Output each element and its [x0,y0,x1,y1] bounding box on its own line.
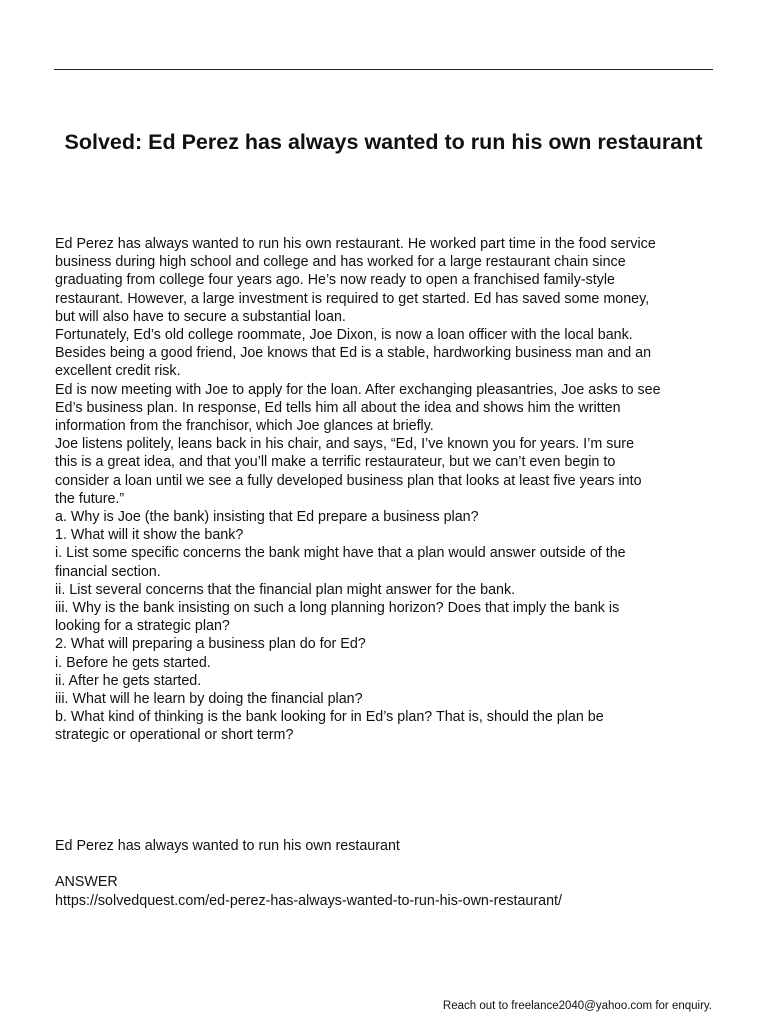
body-line: b. What kind of thinking is the bank looking for in Ed’s plan? That is, should the plan be [55,709,604,726]
body-line: Fortunately, Ed’s old college roommate, Joe Dixon, is now a loan officer with the local bank. [55,327,633,344]
body-line: Besides being a good friend, Joe knows that Ed is a stable, hardworking business man and an [55,345,652,362]
body-line: 2. What will preparing a business plan do for Ed? [55,636,366,653]
question-body [55,235,720,745]
body-line: but will also have to secure a substantial loan. [55,308,346,325]
body-line: this is a great idea, and that you’ll make a terrific restaurateur, but we can’t even begin to [55,454,616,471]
body-line: ii. After he gets started. [55,672,202,689]
answer-link[interactable]: https://solvedquest.com/ed-perez-has-always-wanted-to-run-his-own-restaurant/ [55,892,562,909]
body-line: excellent credit risk. [55,363,181,380]
body-line: i. List some specific concerns the bank might have that a plan would answer outside of the [55,545,626,562]
body-line: restaurant. However, a large investment is required to get started. Ed has saved some money, [55,290,650,307]
body-line: Joe listens politely, leans back in his chair, and says, “Ed, I’ve known you for years. I’m sure [55,436,635,453]
body-line: financial section. [55,563,161,580]
page-title: Solved: Ed Perez has always wanted to run his own restaurant [64,130,703,154]
answer-section [55,837,720,910]
body-line: Ed is now meeting with Joe to apply for the loan. After exchanging pleasantries, Joe asks to see [55,381,661,398]
body-line: business during high school and college and has worked for a large restaurant chain since [55,254,626,271]
body-line: ii. List several concerns that the financial plan might answer for the bank. [55,581,516,598]
body-line: looking for a strategic plan? [55,618,230,635]
answer-subject: Ed Perez has always wanted to run his own restaurant [55,838,400,854]
answer-label: ANSWER [55,874,118,891]
body-line: iii. Why is the bank insisting on such a long planning horizon? Does that imply the bank is [55,600,620,617]
body-line: i. Before he gets started. [55,654,211,671]
body-line: 1. What will it show the bank? [55,527,244,544]
body-line: Ed Perez has always wanted to run his own restaurant. He worked part time in the food service [55,236,656,252]
answer-spacer [55,855,720,873]
enquiry-note: Reach out to freelance2040@yahoo.com for enquiry. [442,1000,712,1012]
body-line: Ed’s business plan. In response, Ed tells him all about the idea and shows him the written [55,399,621,416]
body-line: a. Why is Joe (the bank) insisting that Ed prepare a business plan? [55,509,479,526]
body-line: information from the franchisor, which Joe glances at briefly. [55,418,434,435]
body-line: consider a loan until we see a fully developed business plan that looks at least five years into [55,472,642,489]
top-divider [54,69,713,70]
body-line: the future.” [55,490,125,507]
body-line: strategic or operational or short term? [55,727,294,744]
body-line: iii. What will he learn by doing the financial plan? [55,691,363,708]
body-line: graduating from college four years ago. He’s now ready to open a franchised family-style [55,272,615,289]
